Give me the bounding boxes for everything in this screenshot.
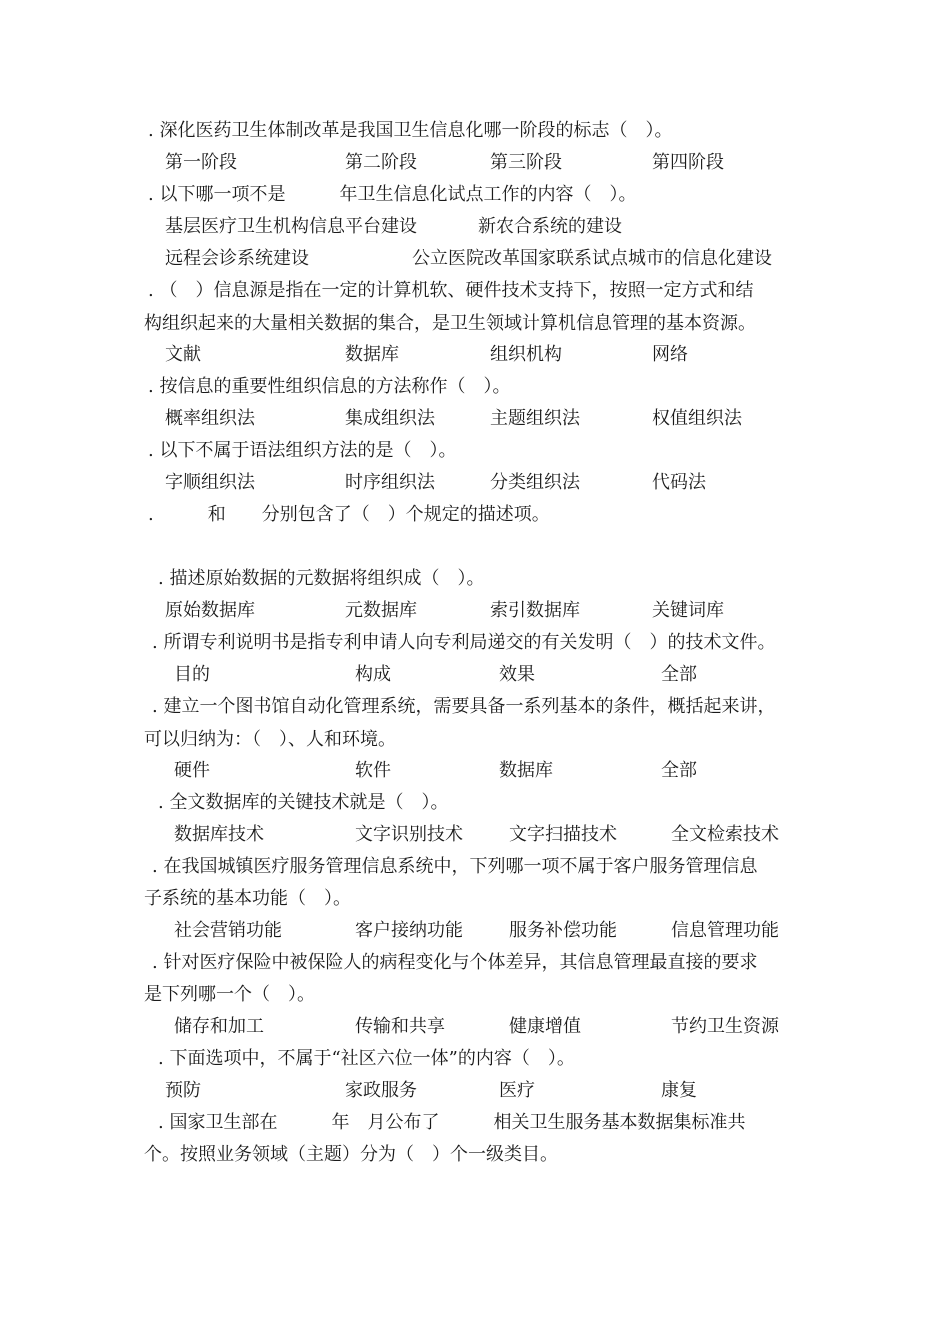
option-d: 信息管理功能 (671, 920, 779, 941)
option-d: 公立医院改革国家联系试点城市的信息化建设 (412, 248, 772, 269)
option-d: 节约卫生资源 (671, 1016, 779, 1037)
question-stem: . 和 分别包含了（ ）个规定的描述项。 (148, 504, 550, 525)
option-c: 服务补偿功能 (509, 920, 617, 941)
option-d: 关键词库 (652, 600, 724, 621)
option-b: 文字识别技术 (355, 824, 463, 845)
option-a: 目的 (174, 664, 210, 685)
question-stem: . 以下不属于语法组织方法的是（ ）。 (148, 440, 457, 461)
question-stem-line1: . 针对医疗保险中被保险人的病程变化与个体差异，其信息管理最直接的要求 (152, 952, 758, 973)
option-a: 数据库技术 (174, 824, 264, 845)
option-d: 网络 (652, 344, 688, 365)
option-d: 全文检索技术 (671, 824, 779, 845)
question-stem-line2: 可以归纳为：（ ）、人和环境。 (144, 729, 396, 750)
option-b: 元数据库 (345, 600, 417, 621)
option-a: 概率组织法 (165, 408, 255, 429)
option-c: 医疗 (499, 1080, 535, 1101)
option-c: 文字扫描技术 (509, 824, 617, 845)
option-c: 组织机构 (490, 344, 562, 365)
question-stem: . 深化医药卫生体制改革是我国卫生信息化哪一阶段的标志（ ）。 (148, 120, 673, 141)
option-a: 储存和加工 (174, 1016, 264, 1037)
question-stem-line2: 子系统的基本功能（ ）。 (144, 888, 351, 909)
option-a: 字顺组织法 (165, 472, 255, 493)
option-b: 软件 (355, 760, 391, 781)
option-a: 预防 (165, 1080, 201, 1101)
option-d: 全部 (661, 664, 697, 685)
option-d: 代码法 (652, 472, 706, 493)
option-a: 原始数据库 (165, 600, 255, 621)
option-b: 家政服务 (345, 1080, 417, 1101)
question-stem: . 以下哪一项不是 年卫生信息化试点工作的内容（ ）。 (148, 184, 637, 205)
option-c: 健康增值 (509, 1016, 581, 1037)
option-a: 基层医疗卫生机构信息平台建设 (165, 216, 417, 237)
option-a: 社会营销功能 (174, 920, 282, 941)
question-stem-line2: 是下列哪一个（ ）。 (144, 984, 315, 1005)
option-c: 效果 (499, 664, 535, 685)
question-stem-line1: . 在我国城镇医疗服务管理信息系统中，下列哪一项不属于客户服务管理信息 (152, 856, 758, 877)
question-stem: . 按信息的重要性组织信息的方法称作（ ）。 (148, 376, 511, 397)
option-c: 数据库 (499, 760, 553, 781)
option-b: 时序组织法 (345, 472, 435, 493)
option-b: 第二阶段 (345, 152, 417, 173)
option-c: 索引数据库 (490, 600, 580, 621)
question-stem-line1: . （ ）信息源是指在一定的计算机软、硬件技术支持下，按照一定方式和结 (148, 280, 754, 301)
option-b: 数据库 (345, 344, 399, 365)
option-c: 分类组织法 (490, 472, 580, 493)
option-d: 全部 (661, 760, 697, 781)
question-stem: . 描述原始数据的元数据将组织成（ ）。 (158, 568, 485, 589)
option-c: 第三阶段 (490, 152, 562, 173)
option-a: 文献 (165, 344, 201, 365)
option-b: 集成组织法 (345, 408, 435, 429)
question-stem-line1: . 建立一个图书馆自动化管理系统，需要具备一系列基本的条件，概括起来讲， (152, 696, 776, 717)
option-c: 远程会诊系统建设 (165, 248, 309, 269)
option-c: 主题组织法 (490, 408, 580, 429)
option-a: 第一阶段 (165, 152, 237, 173)
question-stem: . 所谓专利说明书是指专利申请人向专利局递交的有关发明（ ）的技术文件。 (152, 632, 776, 653)
question-stem: . 全文数据库的关键技术就是（ ）。 (158, 792, 449, 813)
question-stem-line2: 个。按照业务领域（主题）分为（ ）个一级类目。 (144, 1144, 558, 1165)
question-stem: . 下面选项中，不属于“社区六位一体”的内容（ ）。 (158, 1048, 575, 1069)
option-b: 构成 (355, 664, 391, 685)
option-b: 客户接纳功能 (355, 920, 463, 941)
option-d: 康复 (661, 1080, 697, 1101)
option-d: 权值组织法 (652, 408, 742, 429)
question-stem-line2: 构组织起来的大量相关数据的集合，是卫生领域计算机信息管理的基本资源。 (144, 313, 756, 334)
option-a: 硬件 (174, 760, 210, 781)
option-d: 第四阶段 (652, 152, 724, 173)
option-b: 新农合系统的建设 (478, 216, 622, 237)
question-stem-line1: . 国家卫生部在 年 月公布了 相关卫生服务基本数据集标准共 (158, 1112, 746, 1133)
option-b: 传输和共享 (355, 1016, 445, 1037)
